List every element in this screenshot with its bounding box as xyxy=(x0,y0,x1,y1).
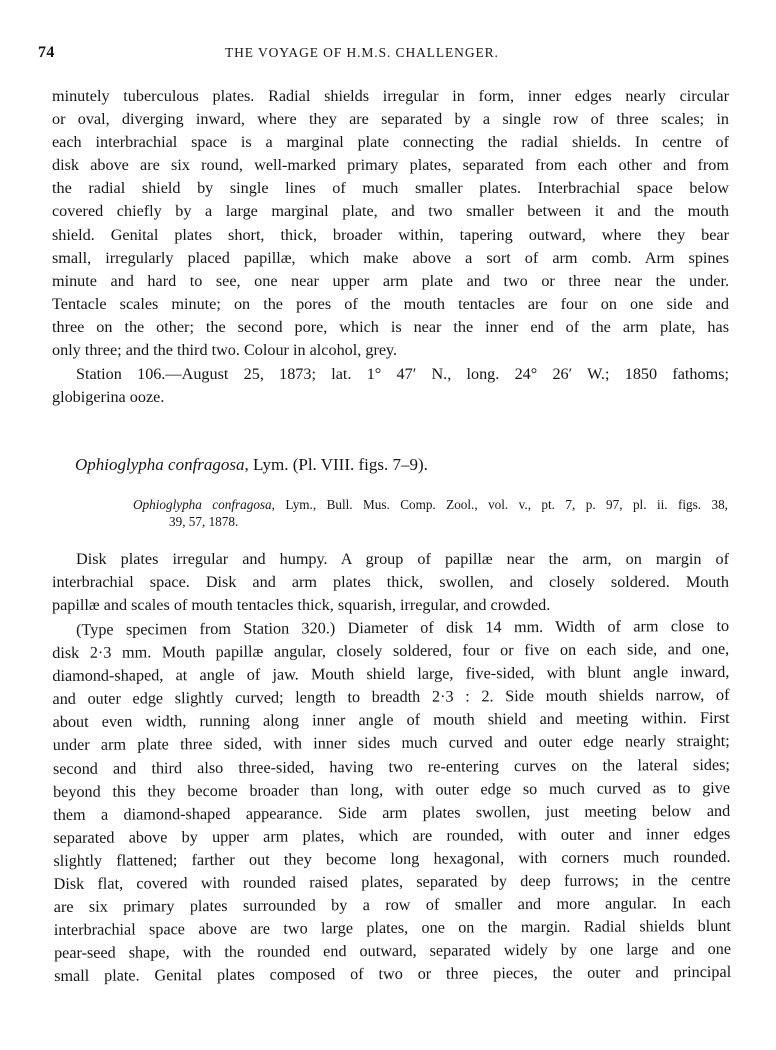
text-line: Tentacle scales minute; on the pores of the mouth tentacles are four on one side and xyxy=(52,294,729,313)
page-header xyxy=(38,44,738,68)
text-line: small, irregularly placed papillæ, which make above a sort of arm comb. Arm spines xyxy=(52,248,729,267)
text-line: under arm plate three sided, with inner sides much curved and outer edge nearly straight; xyxy=(52,732,730,755)
text-line: Disk flat, covered with rounded raised plates, separated by deep furrows; in the centre xyxy=(53,870,731,894)
text-line: three on the other; the second pore, which is near the inner end of the arm plate, has xyxy=(52,317,729,336)
text-line: (Type specimen from Station 320.) Diameter of disk 14 mm. Width of arm close to xyxy=(76,616,730,639)
text-line: pear-seed shape, with the rounded end outward, separated widely by one large and one xyxy=(53,940,732,963)
paragraph-type-specimen xyxy=(52,615,731,989)
text-line: interbrachial space above are two large plates, one on the margin. Radial shields blunt xyxy=(53,917,731,940)
text-line: shield. Genital plates short, thick, broader within, tapering outward, where they bear xyxy=(52,225,729,244)
text-line: minute and hard to see, one near upper arm plate and two or three near the under. xyxy=(52,271,729,290)
text-line: small plate. Genital plates composed of two or three pieces, the outer and principal xyxy=(54,963,732,986)
species-authority: , Lym. (Pl. VIII. figs. 7–9). xyxy=(244,455,428,474)
text-line: second and third also three-sided, having two re-entering curves on the lateral sides; xyxy=(52,755,730,778)
running-title: THE VOYAGE OF H.M.S. CHALLENGER. xyxy=(225,45,499,60)
paragraph-description-continued xyxy=(52,85,729,362)
text-line: interbrachial space. Disk and arm plates thick, swollen, and closely soldered. Mouth xyxy=(52,573,729,592)
reference-species-name: Ophioglypha confragosa xyxy=(133,497,272,512)
station-record xyxy=(52,363,729,409)
text-line: them a diamond-shaped appearance. Side arm plates swollen, just meeting below and xyxy=(53,801,731,824)
text-line: beyond this they become broader than long, with outer edge so much curved as to give xyxy=(52,778,731,801)
text-line: Disk plates irregular and humpy. A group of papillæ near the arm, on margin of xyxy=(76,550,729,568)
text-line: Station 106.—August 25, 1873; lat. 1° 47′ N., long. 24° 26′ W.; 1850 fathoms; xyxy=(76,365,729,383)
text-line: minutely tuberculous plates. Radial shields irregular in form, inner edges nearly circular xyxy=(52,87,729,105)
text-line: the radial shield by single lines of much smaller plates. Interbrachial space below xyxy=(52,179,729,198)
text-line: disk 2·3 mm. Mouth papillæ angular, closely soldered, four or five on each side, and one, xyxy=(52,639,730,663)
text-line: diamond-shaped, at angle of jaw. Mouth shield large, five-sided, with blunt angle inward, xyxy=(52,663,730,686)
reference-citation: , Lym., Bull. Mus. Comp. Zool., vol. v., pt. 7, p. 97, pl. ii. figs. 38, xyxy=(271,497,728,512)
text-line: each interbrachial space is a marginal plate connecting the radial shields. In centre of xyxy=(52,133,729,152)
paragraph-diagnosis xyxy=(52,548,729,617)
text-line: disk above are six round, well-marked primary plates, separated from each other and from xyxy=(52,156,729,175)
text-line: only three; and the third two. Colour in alcohol, grey. xyxy=(52,341,398,360)
text-line: about even width, running along inner angle of mouth shield and meeting within. First xyxy=(52,709,730,732)
species-heading xyxy=(75,455,428,475)
reference-line xyxy=(133,496,728,513)
species-name: Ophioglypha confragosa xyxy=(75,455,245,474)
text-line: slightly flattened; farther out they become long hexagonal, with corners much rounded. xyxy=(53,847,731,870)
text-line: covered chiefly by a large marginal plate, and two smaller between it and the mouth xyxy=(52,202,729,221)
text-line: globigerina ooze. xyxy=(52,388,165,407)
page-number: 74 xyxy=(38,44,55,61)
text-line: papillæ and scales of mouth tentacles thick, squarish, irregular, and crowded. xyxy=(52,596,551,615)
reference-line: 39, 57, 1878. xyxy=(169,514,239,529)
bibliographic-reference xyxy=(133,496,728,530)
text-line: separated above by upper arm plates, which are rounded, with outer and inner edges xyxy=(53,824,731,847)
text-line: or oval, diverging inward, where they are separated by a single row of three scales; in xyxy=(52,110,729,129)
text-line: are six primary plates surrounded by a row of smaller and more angular. In each xyxy=(53,893,731,917)
text-line: and outer edge slightly curved; length to breadth 2·3 : 2. Side mouth shields narrow, of xyxy=(52,686,730,709)
